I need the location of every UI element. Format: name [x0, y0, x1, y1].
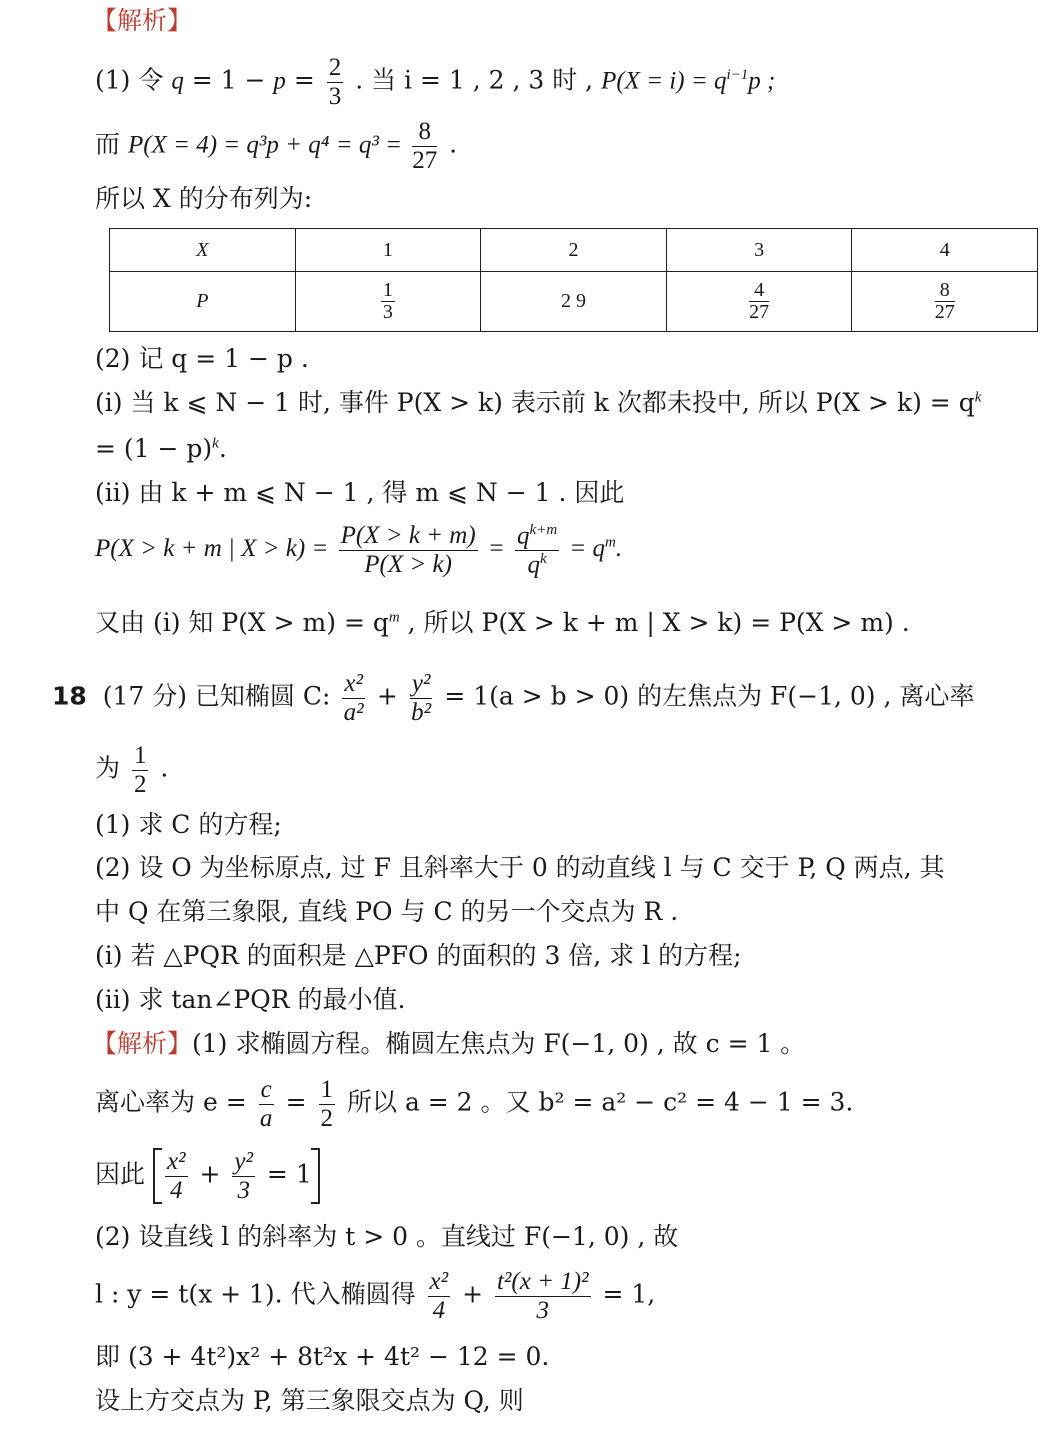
question-18-part-1: (1) 求 C 的方程; [95, 810, 282, 839]
solution-part-2: (2) 记 q = 1 − p . [95, 344, 309, 373]
table-cell: 2 9 [481, 272, 667, 332]
table-header-cell: 3 [666, 229, 852, 272]
table-cell: $\frac{1}{3}$ [295, 272, 481, 332]
solution-part-2-ii: (ii) 由 k + m ⩽ N − 1 , 得 m ⩽ N − 1 . 因此 [95, 478, 625, 507]
solution-18-quadratic: 即 (3 + 4t²)x² + 8t²x + 4t² − 12 = 0. [95, 1342, 550, 1371]
solution-line-1: (1) 令 q = 1 − p = $\frac{2}{3}$ . 当 i = 1 , 2 , 3 时 , $P(X = i) = q^{i-1}p$ ; [95, 54, 776, 110]
conditional-probability-equation: P(X > k + m | X > k) = $\frac{P(X > k + m)}{P(X > k)}$ = $\frac{q^{k+m}}{q^k}$ = $q^m$. [95, 522, 623, 579]
table-header-cell: 2 [481, 229, 667, 272]
question-18-part-2-i: (i) 若 △PQR 的面积是 △PFO 的面积的 3 倍, 求 l 的方程; [95, 941, 742, 970]
solution-part-2-i-cont: = $(1 - p)^k$. [95, 434, 227, 463]
question-number: 18 [52, 681, 87, 711]
solution-18-intersections: 设上方交点为 P, 第三象限交点为 Q, 则 [95, 1386, 524, 1415]
solution-tag: 【解析】 [92, 1029, 193, 1058]
solution-line-2: 而 P(X = 4) = q³p + q⁴ = q³ = $\frac{8}{27}$ . [95, 118, 458, 174]
question-18-part-2-cont: 中 Q 在第三象限, 直线 PO 与 C 的另一个交点为 R . [95, 897, 679, 926]
solution-18-eccentricity: 离心率为 e = $\frac{c}{a}$ = $\frac{1}{2}$ 所以 a = 2 。又 b² = a² − c² = 4 − 1 = 3. [95, 1076, 854, 1132]
solution-part-2-i: (i) 当 k ⩽ N − 1 时, 事件 P(X > k) 表示前 k 次都未投中, 所以 $P(X > k) = q^k$ [95, 388, 982, 417]
distribution-intro: 所以 X 的分布列为: [95, 184, 313, 213]
question-18-part-2: (2) 设 O 为坐标原点, 过 F 且斜率大于 0 的动直线 l 与 C 交于 P, Q 两点, 其 [95, 853, 945, 882]
solution-18-line-1: 【解析】(1) 求椭圆方程。椭圆左焦点为 F(−1, 0) , 故 c = 1 。 [92, 1029, 806, 1058]
table-header-cell: 4 [852, 229, 1038, 272]
table-header-cell: 1 [295, 229, 481, 272]
table-cell: $\frac{8}{27}$ [852, 272, 1038, 332]
table-cell: $\frac{4}{27}$ [666, 272, 852, 332]
question-18-part-2-ii: (ii) 求 tan∠PQR 的最小值. [95, 985, 406, 1014]
boxed-answer: $\frac{\text{x²}}{4}$ + $\frac{\text{y²}}{3}$ = 1 [153, 1148, 320, 1204]
solution-tag: 【解析】 [92, 6, 193, 35]
table-header-row [110, 229, 1038, 272]
memoryless-conclusion: 又由 (i) 知 $P(X > m) = q^m$ , 所以 P(X > k + m | X > k) = P(X > m) . [95, 608, 910, 637]
question-18: 18 (17 分) 已知椭圆 C: $\frac{\text{x²}}{\text{a²}}$ + $\frac{\text{y²}}{\text{b²}}$ = 1(a > b > 0) 的左焦点为 F(−1, 0) , 离心率 [52, 670, 975, 726]
question-18-eccentricity: 为 $\frac{1}{2}$ . [95, 742, 169, 798]
solution-18-substitution: l : y = t(x + 1). 代入椭圆得 $\frac{\text{x²}}{4}$ + $\frac{\text{t²(x + 1)²}}{3}$ = 1, [95, 1268, 656, 1324]
distribution-table [109, 228, 1038, 332]
fraction-two-thirds: $\frac{2}{3}$ [328, 54, 342, 110]
table-header-cell: X [110, 229, 296, 272]
solution-18-part-2: (2) 设直线 l 的斜率为 t > 0 。直线过 F(−1, 0) , 故 [95, 1222, 679, 1251]
table-row [110, 272, 1038, 332]
fraction-eight-27: $\frac{8}{27}$ [412, 118, 438, 174]
solution-18-ellipse-equation: 因此 $\frac{\text{x²}}{4}$ + $\frac{\text{y²}}{3}$ = 1 [95, 1148, 320, 1204]
table-row-label: P [110, 272, 296, 332]
